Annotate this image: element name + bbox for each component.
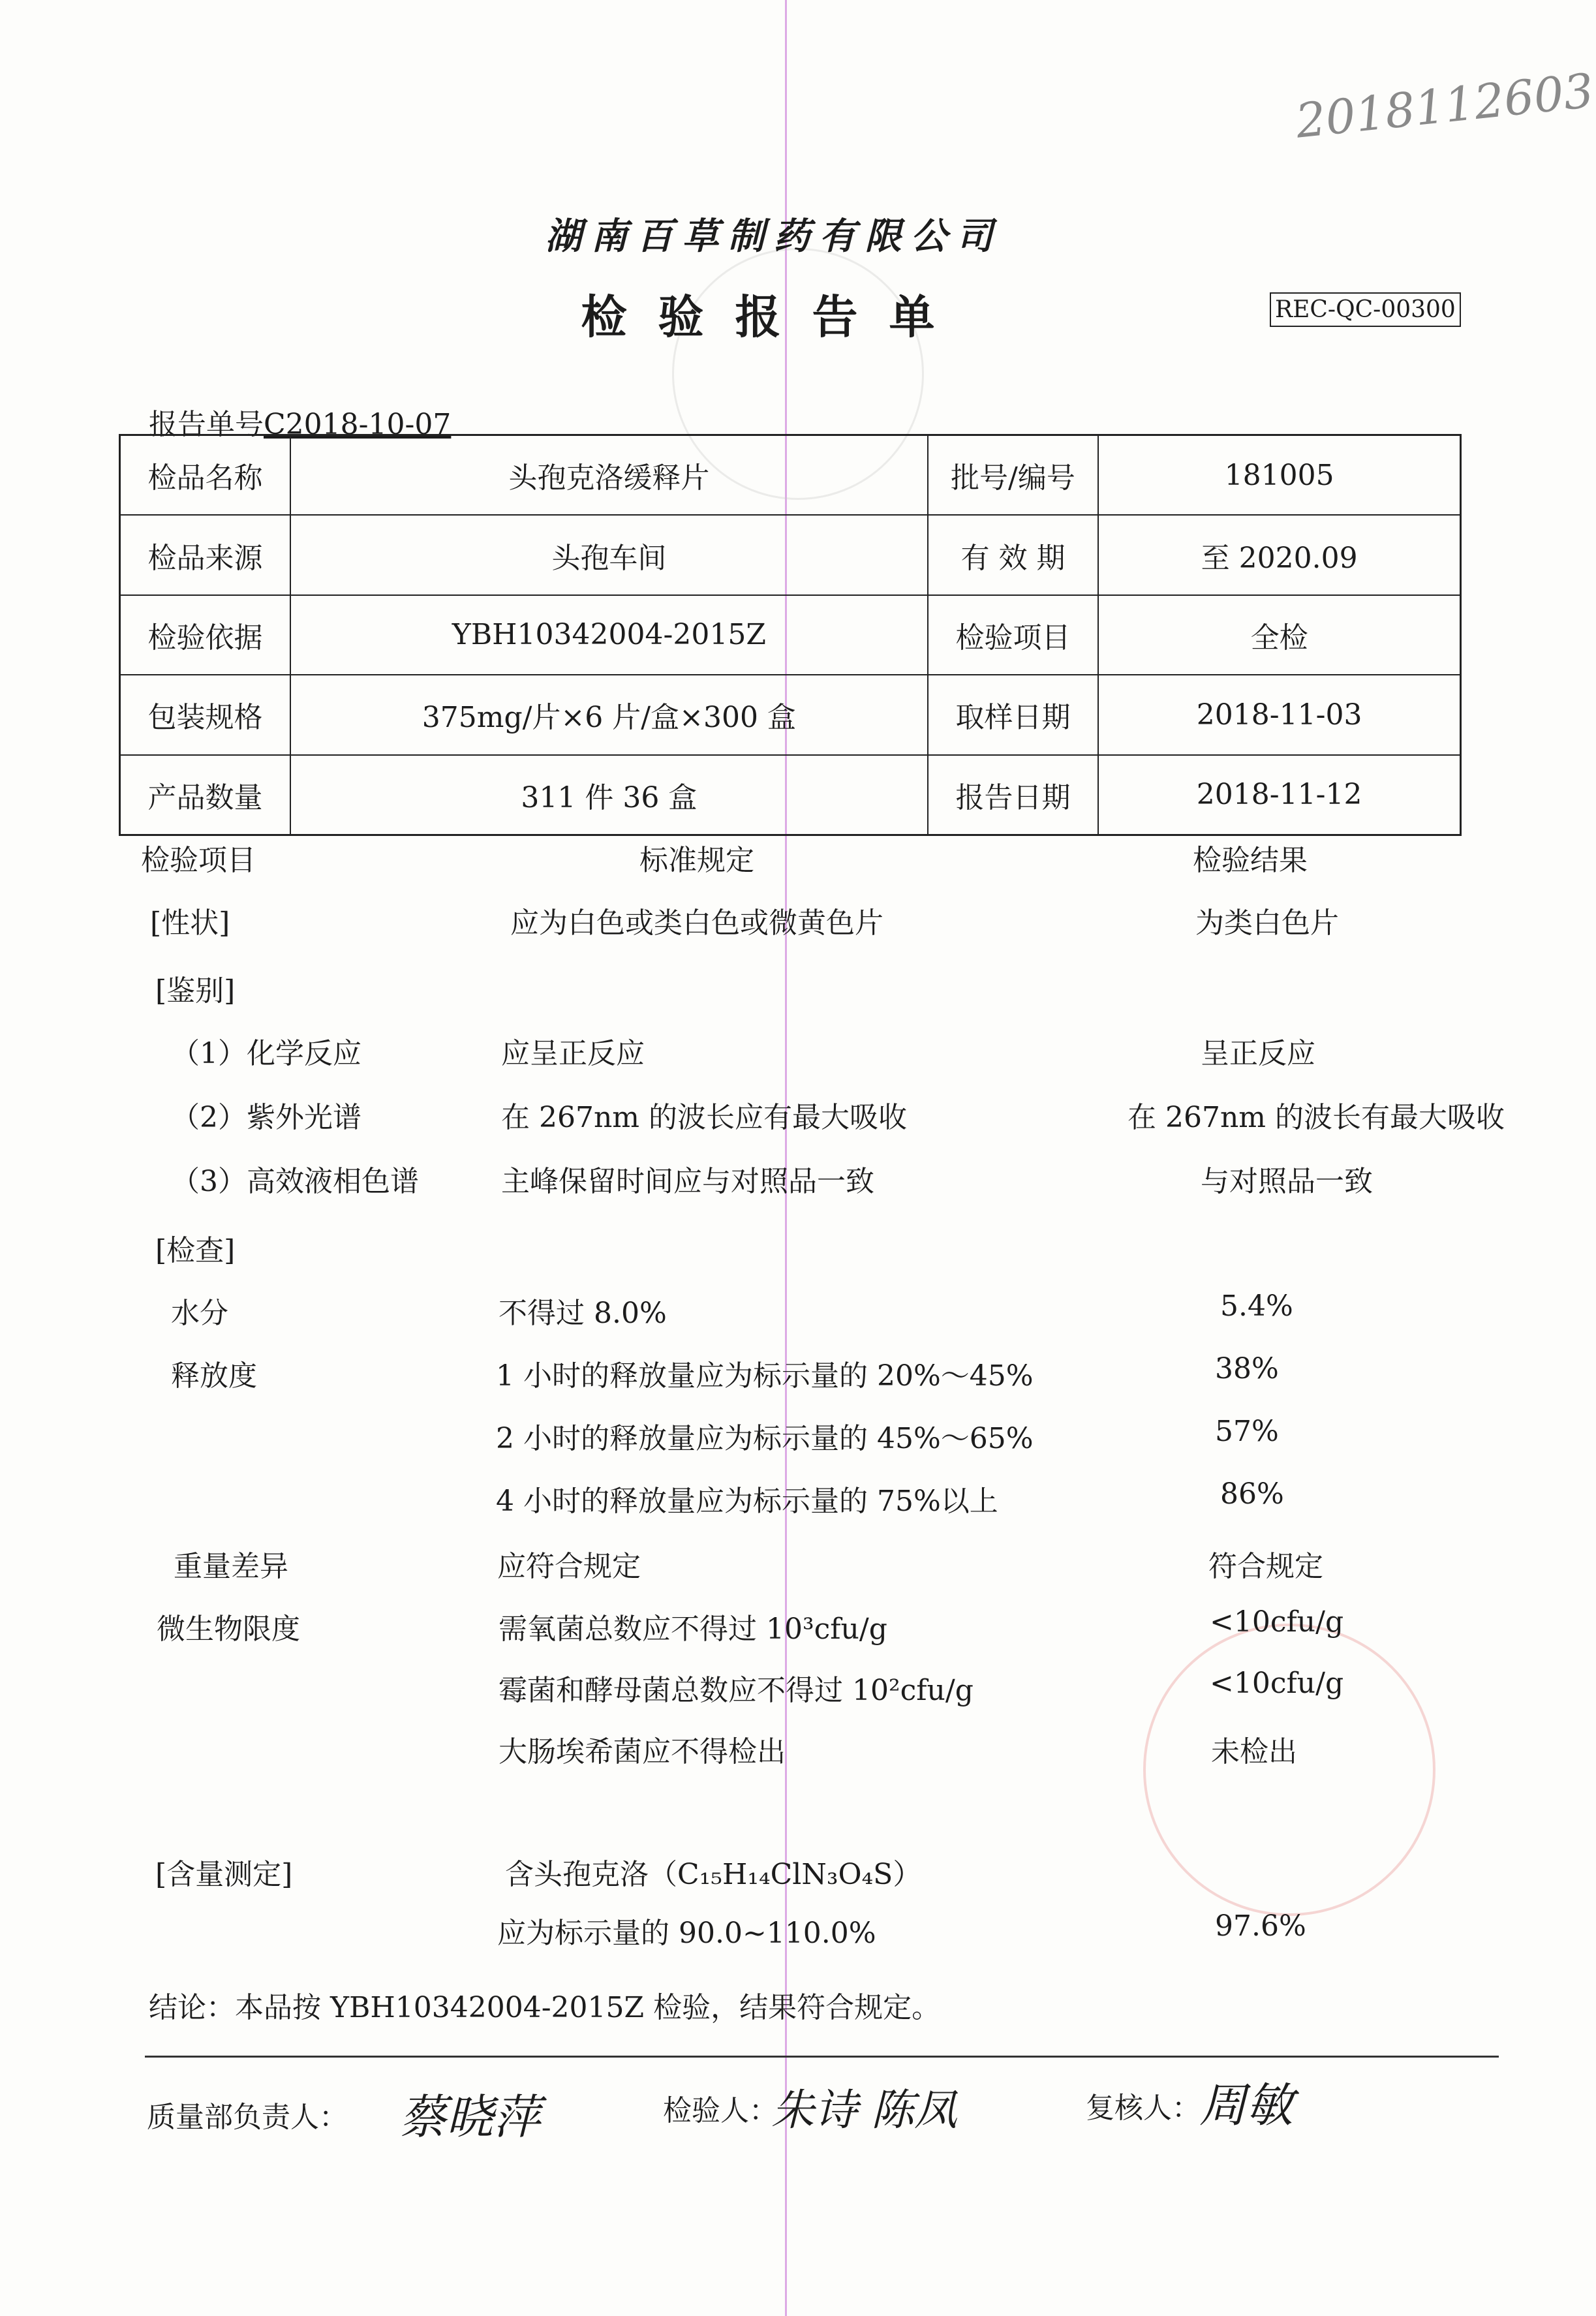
standard-text: 1 小时的释放量应为标示量的 20%～45% <box>496 1359 1034 1393</box>
table-row <box>120 595 1461 675</box>
table-cell: 包装规格 <box>120 675 291 754</box>
standard-text: 主峰保留时间应与对照品一致 <box>501 1165 874 1198</box>
standard-text: 4 小时的释放量应为标示量的 75%以上 <box>496 1485 998 1518</box>
section-label: [含量测定] <box>155 1858 293 1891</box>
item-name: （3）高效液相色谱 <box>171 1165 419 1198</box>
section-label: [检查] <box>155 1234 236 1267</box>
appearance-row <box>0 899 1547 938</box>
quality-manager-signature: 蔡晓萍 <box>399 2090 541 2144</box>
item-name: 水分 <box>171 1297 228 1330</box>
inspection-section <box>0 1227 1547 1266</box>
standard-text: 2 小时的释放量应为标示量的 45%～65% <box>496 1422 1034 1455</box>
table-cell: 检验项目 <box>928 595 1099 675</box>
item-name: 微生物限度 <box>157 1613 300 1646</box>
standard-text: 大肠埃希菌应不得检出 <box>499 1735 786 1768</box>
quality-manager-label: 质量部负责人： <box>147 2101 348 2134</box>
result-text: <10cfu/g <box>1210 1667 1344 1700</box>
result-text: 86% <box>1220 1477 1284 1511</box>
table-cell: 检品来源 <box>120 515 291 594</box>
list-item <box>0 1667 1547 1706</box>
inspector-signature: 朱诗 陈凤 <box>771 2085 957 2135</box>
result-text: 5.4% <box>1220 1289 1293 1323</box>
report-title: 检验报告单 <box>581 290 966 344</box>
table-cell: 报告日期 <box>928 755 1099 835</box>
assay-row-2 <box>0 1909 1547 1949</box>
header-item: 检验项目 <box>141 844 256 877</box>
identification-section <box>0 967 1547 1006</box>
item-name: 重量差异 <box>174 1550 288 1583</box>
standard-text: 应为标示量的 90.0~110.0% <box>497 1917 876 1950</box>
conclusion: 结论：本品按 YBH10342004-2015Z 检验，结果符合规定。 <box>149 1991 941 2024</box>
result-text: 符合规定 <box>1208 1550 1323 1583</box>
table-cell: 375mg/片×6 片/盒×300 盒 <box>290 675 928 754</box>
table-cell: 至 2020.09 <box>1098 515 1460 594</box>
inspector-label: 检验人： <box>663 2094 778 2127</box>
weight-row <box>0 1543 1547 1582</box>
results-header <box>0 837 1547 876</box>
result-text: <10cfu/g <box>1210 1605 1344 1639</box>
item-name: （2）紫外光谱 <box>171 1101 361 1134</box>
result-text: 97.6% <box>1215 1909 1306 1943</box>
release-row <box>0 1352 1547 1391</box>
list-item <box>0 1477 1547 1517</box>
reviewer-label: 复核人： <box>1086 2092 1201 2125</box>
standard-text: 不得过 8.0% <box>499 1297 667 1330</box>
standard-text: 应符合规定 <box>497 1550 641 1583</box>
reviewer-signature: 周敏 <box>1199 2078 1294 2133</box>
standard-text: 需氧菌总数应不得过 10³cfu/g <box>499 1613 887 1646</box>
divider <box>145 2056 1499 2058</box>
table-cell: 181005 <box>1098 435 1460 516</box>
item-name: 释放度 <box>171 1359 257 1393</box>
list-item <box>0 1728 1547 1767</box>
result-text: 与对照品一致 <box>1201 1165 1373 1198</box>
table-row <box>120 675 1461 754</box>
standard-text: 含头孢克洛（C₁₅H₁₄ClN₃O₄S） <box>505 1858 922 1891</box>
table-cell: 检验依据 <box>120 595 291 675</box>
table-cell: 取样日期 <box>928 675 1099 754</box>
list-item <box>0 1415 1547 1454</box>
list-item <box>0 1158 1547 1197</box>
list-item <box>0 1030 1547 1069</box>
table-cell: 产品数量 <box>120 755 291 835</box>
item-name: （1）化学反应 <box>171 1037 361 1070</box>
table-cell: 2018-11-03 <box>1098 675 1460 754</box>
assay-row <box>0 1851 1547 1890</box>
standard-text: 应呈正反应 <box>501 1037 645 1070</box>
standard-text: 在 267nm 的波长应有最大吸收 <box>501 1101 908 1134</box>
table-cell: 有 效 期 <box>928 515 1099 594</box>
handwritten-number: 2018112603 <box>1293 63 1596 149</box>
table-cell: 2018-11-12 <box>1098 755 1460 835</box>
water-row <box>0 1289 1547 1329</box>
company-name: 湖南百草制药有限公司 <box>545 215 1002 258</box>
microbial-row <box>0 1605 1547 1644</box>
table-cell: 检品名称 <box>120 435 291 516</box>
result-text: 未检出 <box>1211 1735 1297 1768</box>
section-label: [性状] <box>150 906 230 940</box>
info-table <box>119 434 1462 836</box>
result-text: 呈正反应 <box>1201 1037 1315 1070</box>
result-text: 57% <box>1215 1415 1279 1448</box>
table-cell: 批号/编号 <box>928 435 1099 516</box>
standard-text: 应为白色或类白色或微黄色片 <box>510 906 883 940</box>
table-row <box>120 755 1461 835</box>
header-result: 检验结果 <box>1193 844 1308 877</box>
result-text: 为类白色片 <box>1195 906 1339 940</box>
form-code: REC-QC-00300 <box>1270 292 1461 327</box>
list-item <box>0 1094 1547 1133</box>
table-cell: YBH10342004-2015Z <box>290 595 928 675</box>
report-number-label: 报告单号 <box>149 408 264 441</box>
header-standard: 标准规定 <box>639 844 754 877</box>
standard-text: 霉菌和酵母菌总数应不得过 10²cfu/g <box>499 1674 974 1707</box>
table-cell: 头孢车间 <box>290 515 928 594</box>
table-row <box>120 435 1461 516</box>
table-cell: 头孢克洛缓释片 <box>290 435 928 516</box>
result-text: 在 267nm 的波长有最大吸收 <box>1128 1101 1505 1134</box>
section-label: [鉴别] <box>155 974 236 1008</box>
table-cell: 全检 <box>1098 595 1460 675</box>
result-text: 38% <box>1215 1352 1279 1385</box>
report-number-value: C2018-10-07 <box>264 408 452 441</box>
table-cell: 311 件 36 盒 <box>290 755 928 835</box>
table-row <box>120 515 1461 594</box>
